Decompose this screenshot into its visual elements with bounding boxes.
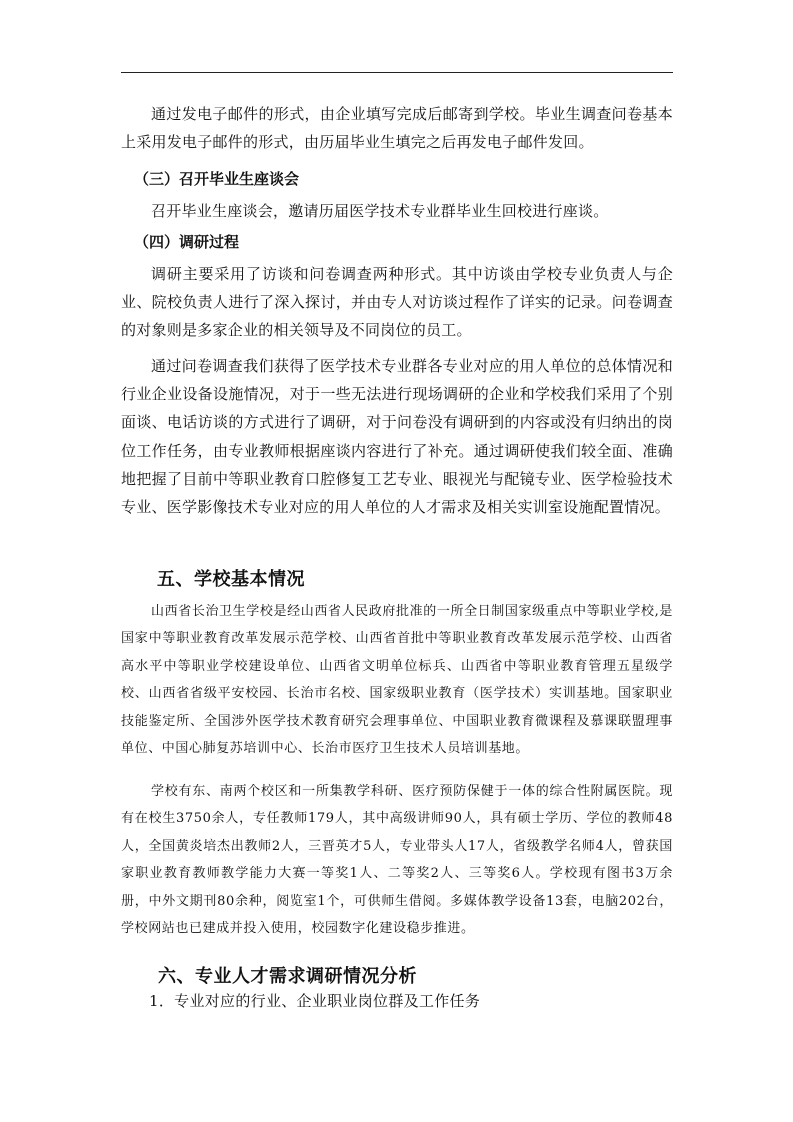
paragraph-survey-results: 通过问卷调查我们获得了医学技术专业群各专业对应的用人单位的总体情况和行业企业设备设施情况，对于一些无法进行现场调研的企业和学校我们采用了个别面谈、电话访谈的方式进行了调研，对于问卷没有调研到的内容或没有归纳出的岗位工作任务，由专业教师根据座谈内容进行了补充。通过调研使我们较全面、准确地把握了目前中等职业教育口腔修复工艺专业、眼视光与配镜专业、医学检验技术专业、医学影像技术专业对应的用人单位的人才需求及相关实训室设施配置情况。 (121, 357, 673, 517)
paragraph-symposium: 召开毕业生座谈会，邀请历届医学技术专业群毕业生回校进行座谈。 (151, 202, 609, 220)
header-rule (121, 72, 673, 73)
paragraph-school-intro: 山西省长治卫生学校是经山西省人民政府批准的一所全日制国家级重点中等职业学校,是国家中等职业教育改革发展示范学校、山西省首批中等职业教育改革发展示范学校、山西省高水平中等职业学校建设单位、山西省文明单位标兵、山西省中等职业教育管理五星级学校、山西省省级平安校园、长治市名校、国家级职业教育（医学技术）实训基地。国家职业技能鉴定所、全国涉外医学技术教育研究会理事单位、中国职业教育微课程及慕课联盟理事单位、中国心肺复苏培训中心、长治市医疗卫生技术人员培训基地。 (121, 604, 673, 757)
paragraph-school-facts: 学校有东、南两个校区和一所集教学科研、医疗预防保健于一体的综合性附属医院。现有在校生3750余人，专任教师179人，其中高级讲师90人，具有硕士学历、学位的教师48人，全国黄炎培杰出教师2人，三晋英才5人，专业带头人17人，省级教学名师4人，曾获国家职业教育教师教学能力大赛一等奖1人、二等奖2人、三等奖6人。学校现有图书3万余册，中外文期刊80余种，阅览室1个，可供师生借阅。多媒体教学设备13套，电脑202台，学校网站也已建成并投入使用，校园数字化建设稳步推进。 (121, 784, 673, 937)
subheading-research-process: （四）调研过程 (134, 233, 240, 251)
paragraph-research-methods: 调研主要采用了访谈和问卷调查两种形式。其中访谈由学校专业负责人与企业、院校负责人进行了深入探讨，并由专人对访谈过程作了详实的记录。问卷调查的对象则是多家企业的相关领导及不同岗位的员工。 (121, 265, 673, 340)
list-item-industry-positions: 1．专业对应的行业、企业职业岗位群及工作任务 (149, 992, 481, 1010)
subheading-graduate-symposium: （三）召开毕业生座谈会 (134, 170, 300, 188)
paragraph-survey-email: 通过发电子邮件的形式，由企业填写完成后邮寄到学校。毕业生调查问卷基本上采用发电子邮件的形式，由历届毕业生填完之后再发电子邮件发回。 (121, 105, 673, 152)
section-title-talent-demand: 六、专业人才需求调研情况分析 (158, 966, 417, 987)
section-title-school-overview: 五、学校基本情况 (157, 569, 305, 590)
